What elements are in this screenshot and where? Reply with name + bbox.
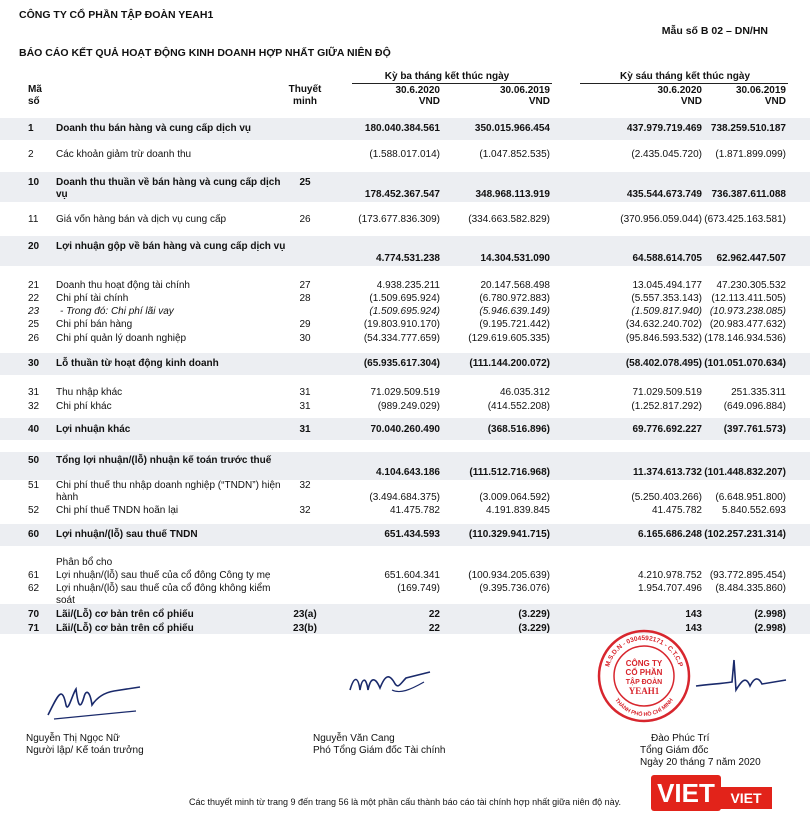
row-value-1: 180.040.384.561 (364, 123, 440, 134)
row-code: 50 (28, 455, 40, 466)
row-code: 25 (28, 319, 40, 330)
row-code: 22 (28, 293, 40, 304)
row-label: Chi phí khác (56, 401, 112, 412)
row-code: 11 (28, 214, 39, 225)
row-code: 71 (28, 623, 40, 634)
row-value-2: (334.663.582.829) (468, 214, 550, 225)
row-value-2: (110.329.941.715) (468, 529, 550, 540)
row-note: 32 (299, 480, 311, 491)
svg-text:THÀNH PHỐ HỒ CHÍ MINH: THÀNH PHỐ HỒ CHÍ MINH (613, 697, 675, 719)
row-value-2: 20.147.568.498 (480, 280, 550, 291)
row-note: 26 (299, 214, 311, 225)
signer-3-name: Đào Phúc Trí (651, 733, 710, 744)
period-3m-rule (352, 83, 552, 84)
company-name: CÔNG TY CỔ PHẦN TẬP ĐOÀN YEAH1 (19, 9, 214, 21)
currency-col-2: VND (528, 96, 550, 107)
row-code: 32 (28, 401, 40, 412)
svg-text:TẬP ĐOÀN: TẬP ĐOÀN (625, 679, 663, 686)
row-note: 25 (299, 177, 311, 188)
row-value-1: (19.803.910.170) (363, 319, 440, 330)
svg-text:CÔNG TY: CÔNG TY (625, 659, 663, 668)
period-3m-header: Kỳ ba tháng kết thúc ngày (384, 71, 510, 82)
row-value-1: 4.938.235.211 (376, 280, 440, 291)
row-code: 26 (28, 333, 40, 344)
svg-text:CỔ PHẦN: CỔ PHẦN (625, 668, 663, 677)
row-label: Giá vốn hàng bán và dịch vụ cung cấp (56, 214, 227, 225)
signer-2-title: Phó Tổng Giám đốc Tài chính (313, 745, 446, 756)
row-value-1: 22 (428, 609, 440, 620)
row-value-3: 1.954.707.496 (638, 583, 702, 594)
row-value-3: (370.956.059.044) (620, 214, 702, 225)
row-value-2: (9.395.736.076) (479, 583, 550, 594)
row-value-1: (169.749) (397, 583, 440, 594)
row-code: 70 (28, 609, 40, 620)
row-note: 30 (299, 333, 311, 344)
row-value-4: 738.259.510.187 (710, 123, 786, 134)
row-value-3: 11.374.613.732 (633, 467, 702, 478)
signature-1-icon (40, 675, 150, 725)
row-code: 61 (28, 570, 40, 581)
row-value-2: (368.516.896) (487, 424, 550, 435)
row-code: 52 (28, 505, 40, 516)
row-value-1: 22 (428, 623, 440, 634)
row-value-3: (34.632.240.702) (625, 319, 702, 330)
row-note: 31 (299, 424, 311, 435)
row-value-1: (1.509.695.924) (369, 306, 440, 317)
footer-note: Các thuyết minh từ trang 9 đến trang 56 là một phần cấu thành báo cáo tài chính hợp nhất giữa niên độ này. (188, 797, 622, 807)
currency-col-3: VND (680, 96, 702, 107)
row-note: 31 (299, 387, 311, 398)
row-value-3: 437.979.719.469 (626, 123, 702, 134)
period-6m-rule (580, 83, 788, 84)
row-code: 31 (28, 387, 40, 398)
allocation-heading: Phân bổ cho (56, 557, 113, 568)
row-value-4: (102.257.231.314) (704, 529, 786, 540)
row-label: Doanh thu thuần về bán hàng và cung cấp dịch vụ (56, 177, 281, 200)
row-value-2: (1.047.852.535) (479, 149, 550, 160)
row-value-2: 350.015.966.454 (474, 123, 550, 134)
row-note: 27 (299, 280, 311, 291)
row-note: 23(b) (293, 623, 317, 634)
row-value-3: 69.776.692.227 (632, 424, 702, 435)
date-col-2: 30.06.2019 (499, 85, 550, 96)
row-value-1: 651.434.593 (384, 529, 440, 540)
code-header-2: số (28, 96, 40, 107)
row-code: 40 (28, 424, 40, 435)
row-value-4: 47.230.305.532 (716, 280, 786, 291)
row-label: Chi phí bán hàng (56, 319, 133, 330)
row-label: Chi phí thuế thu nhập doanh nghiệp (“TNDN”) hiện hành (56, 480, 281, 503)
row-value-3: 71.029.509.519 (632, 387, 702, 398)
row-value-2: (5.946.639.149) (479, 306, 550, 317)
row-value-2: (111.144.200.072) (469, 358, 550, 369)
row-value-1: (1.588.017.014) (369, 149, 440, 160)
row-value-3: (5.250.403.266) (631, 492, 702, 503)
row-label: Lợi nhuận/(lỗ) sau thuế của cổ đông không kiểm soát (56, 583, 271, 606)
row-value-2: (9.195.721.442) (479, 319, 550, 330)
row-value-1: 4.774.531.238 (376, 253, 440, 264)
vietnamnet-logo-small: VIET (720, 787, 772, 809)
row-value-1: (173.677.836.309) (358, 214, 440, 225)
row-value-4: (178.146.934.536) (704, 333, 786, 344)
row-value-2: (129.619.605.335) (468, 333, 550, 344)
row-label: Doanh thu hoạt động tài chính (56, 280, 190, 291)
row-note: 29 (299, 319, 311, 330)
signature-3-icon (690, 650, 790, 710)
row-code: 2 (28, 149, 34, 160)
row-value-4: (101.051.070.634) (704, 358, 786, 369)
row-value-3: 143 (685, 623, 702, 634)
signer-1-name: Nguyễn Thị Ngọc Nữ (26, 733, 120, 744)
row-label: Chi phí tài chính (56, 293, 129, 304)
row-note: 32 (299, 505, 311, 516)
row-code: 30 (28, 358, 40, 369)
row-value-3: 41.475.782 (651, 505, 702, 516)
row-value-4: 736.387.611.088 (711, 189, 786, 200)
row-note: 28 (299, 293, 311, 304)
row-value-2: (3.009.064.592) (479, 492, 550, 503)
currency-col-1: VND (418, 96, 440, 107)
row-value-4: 251.335.311 (731, 387, 786, 398)
date-col-4: 30.06.2019 (735, 85, 786, 96)
row-value-2: 348.968.113.919 (475, 189, 550, 200)
row-value-2: (3.229) (518, 623, 550, 634)
row-value-1: 4.104.643.186 (376, 467, 440, 478)
row-value-2: 4.191.839.845 (486, 505, 550, 516)
row-note: 23(a) (293, 609, 317, 620)
row-value-3: (1.509.817.940) (631, 306, 702, 317)
row-value-4: (8.484.335.860) (715, 583, 786, 594)
company-seal-icon (596, 628, 692, 724)
row-value-1: 41.475.782 (389, 505, 440, 516)
svg-text:M.S.D.N - 0304592171 - C.T.C.P: M.S.D.N - 0304592171 - C.T.C.P (604, 634, 684, 668)
row-value-3: (5.557.353.143) (631, 293, 702, 304)
row-value-4: (1.871.899.099) (715, 149, 786, 160)
row-value-3: 64.588.614.705 (632, 253, 702, 264)
row-value-2: (6.780.972.883) (479, 293, 550, 304)
row-label: Các khoản giảm trừ doanh thu (56, 149, 192, 160)
row-value-3: (95.846.593.532) (625, 333, 702, 344)
row-code: 60 (28, 529, 40, 540)
currency-col-4: VND (764, 96, 786, 107)
row-value-1: 71.029.509.519 (370, 387, 440, 398)
row-code: 1 (28, 123, 34, 134)
row-value-1: (3.494.684.375) (369, 492, 440, 503)
row-value-3: 435.544.673.749 (626, 189, 702, 200)
row-label: Lợi nhuận khác (56, 424, 131, 435)
row-code: 51 (28, 480, 40, 491)
row-value-3: 4.210.978.752 (638, 570, 702, 581)
signer-2-name: Nguyễn Văn Cang (313, 733, 395, 744)
form-code: Mẫu số B 02 – DN/HN (661, 25, 768, 37)
note-header-1: Thuyết (288, 84, 322, 95)
row-label: Lợi nhuận gộp về bán hàng và cung cấp dịch vụ (56, 241, 286, 252)
row-value-4: (2.998) (754, 609, 786, 620)
row-value-2: 14.304.531.090 (480, 253, 550, 264)
row-value-4: (93.772.895.454) (709, 570, 786, 581)
row-label: Tổng lợi nhuận/(lỗ) nhuận kế toán trước thuế (56, 455, 272, 466)
row-value-1: (54.334.777.659) (363, 333, 440, 344)
row-value-4: (20.983.477.632) (709, 319, 786, 330)
row-value-3: (2.435.045.720) (631, 149, 702, 160)
row-value-1: 178.452.367.547 (364, 189, 440, 200)
row-value-3: (58.402.078.495) (625, 358, 702, 369)
period-6m-header: Kỳ sáu tháng kết thúc ngày (619, 71, 751, 82)
row-code: 10 (28, 177, 40, 188)
date-col-1: 30.6.2020 (395, 85, 440, 96)
row-value-3: 13.045.494.177 (632, 280, 702, 291)
row-value-4: 5.840.552.693 (722, 505, 786, 516)
vietnamnet-logo: VIET (651, 775, 721, 811)
row-value-2: 46.035.312 (499, 387, 550, 398)
row-label: Chi phí quản lý doanh nghiệp (56, 333, 187, 344)
row-code: 21 (28, 280, 40, 291)
row-note: 31 (299, 401, 311, 412)
row-value-4: (10.973.238.085) (709, 306, 786, 317)
report-date: Ngày 20 tháng 7 năm 2020 (640, 757, 761, 768)
row-value-4: (649.096.884) (723, 401, 786, 412)
row-label: Lãi/(Lỗ) cơ bản trên cổ phiếu (56, 609, 194, 620)
signature-2-icon (340, 660, 440, 705)
row-value-3: 6.165.686.248 (638, 529, 702, 540)
signer-3-title: Tổng Giám đốc (640, 745, 709, 756)
row-value-3: (1.252.817.292) (631, 401, 702, 412)
row-code: 23 (28, 306, 40, 317)
row-value-4: 62.962.447.507 (716, 253, 786, 264)
row-value-1: 651.604.341 (384, 570, 440, 581)
row-value-1: (1.509.695.924) (369, 293, 440, 304)
row-value-4: (673.425.163.581) (704, 214, 786, 225)
row-value-4: (6.648.951.800) (715, 492, 786, 503)
row-value-4: (397.761.573) (723, 424, 786, 435)
note-header-2: minh (293, 96, 317, 107)
row-label: - Trong đó: Chi phí lãi vay (60, 306, 174, 317)
row-value-4: (2.998) (754, 623, 786, 634)
row-label: Lỗ thuần từ hoạt động kinh doanh (56, 358, 219, 369)
signer-1-title: Người lập/ Kế toán trưởng (26, 745, 144, 756)
row-code: 20 (28, 241, 40, 252)
svg-text:YEAH1: YEAH1 (628, 686, 660, 696)
row-value-2: (100.934.205.639) (468, 570, 550, 581)
row-label: Doanh thu bán hàng và cung cấp dịch vụ (56, 123, 252, 134)
code-header-1: Mã (28, 84, 42, 95)
row-label: Chi phí thuế TNDN hoãn lại (56, 505, 179, 516)
row-label: Thu nhập khác (56, 387, 123, 398)
row-label: Lợi nhuận/(lỗ) sau thuế TNDN (56, 529, 198, 540)
row-value-1: 70.040.260.490 (370, 424, 440, 435)
report-title: BÁO CÁO KẾT QUẢ HOẠT ĐỘNG KINH DOANH HỢP NHẤT GIỮA NIÊN ĐỘ (19, 47, 391, 59)
row-value-2: (3.229) (518, 609, 550, 620)
row-value-2: (111.512.716.968) (469, 467, 550, 478)
row-value-1: (65.935.617.304) (363, 358, 440, 369)
row-code: 62 (28, 583, 40, 594)
row-label: Lãi/(Lỗ) cơ bản trên cổ phiếu (56, 623, 194, 634)
row-value-4: (12.113.411.505) (711, 293, 786, 304)
row-label: Lợi nhuận/(lỗ) sau thuế của cổ đông Công ty mẹ (56, 570, 271, 581)
row-value-3: 143 (685, 609, 702, 620)
row-value-4: (101.448.832.207) (704, 467, 786, 478)
date-col-3: 30.6.2020 (657, 85, 702, 96)
row-value-2: (414.552.208) (487, 401, 550, 412)
row-value-1: (989.249.029) (377, 401, 440, 412)
